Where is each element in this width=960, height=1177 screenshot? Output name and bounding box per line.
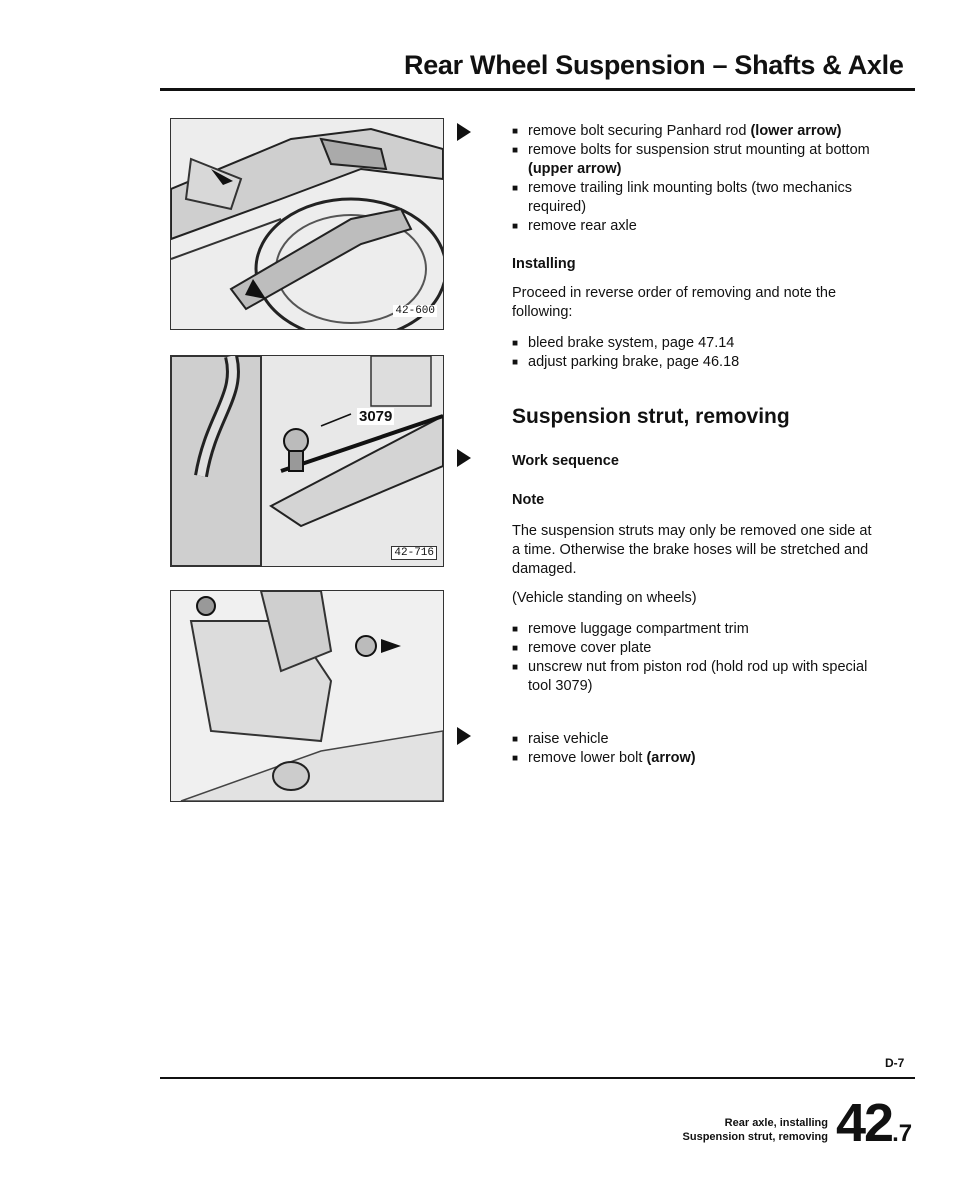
list-item: ■ remove luggage compartment trim <box>512 620 872 639</box>
list-item: ■ remove bolts for suspension strut mounting at bottom (upper arrow) <box>512 141 872 179</box>
list-item: ■ remove cover plate <box>512 639 872 658</box>
list-item: ■ adjust parking brake, page 46.18 <box>512 353 872 372</box>
vehicle-note: (Vehicle standing on wheels) <box>512 590 697 606</box>
footer-caption-line: Rear axle, installing <box>724 1117 828 1129</box>
figure-rear-axle-mounting <box>170 118 444 330</box>
list-item: ■ bleed brake system, page 47.14 <box>512 334 872 353</box>
header-rule <box>160 88 915 91</box>
document-code: D-7 <box>885 1056 905 1070</box>
note-text: The suspension struts may only be removed one side at a time. Otherwise the brake hoses will be stretched and damaged. <box>512 523 872 577</box>
figure-number: 42-600 <box>395 305 435 317</box>
figure-number: 42-716 <box>391 546 437 560</box>
list-item: ■ remove lower bolt (arrow) <box>512 749 872 768</box>
tool-label: 3079 <box>359 408 393 425</box>
work-sequence-heading: Work sequence <box>512 453 619 469</box>
installing-text: Proceed in reverse order of removing and note the following: <box>512 285 837 320</box>
list-item: ■ remove bolt securing Panhard rod (lower arrow) <box>512 122 872 141</box>
list-item: ■ remove rear axle <box>512 217 872 236</box>
figure-strut-lower-bolt <box>170 590 444 802</box>
strut-lower-bolt-illustration <box>171 591 443 801</box>
page-number-major: 42 <box>836 1093 893 1153</box>
list-item: ■ remove trailing link mounting bolts (two mechanics required) <box>512 179 872 217</box>
installing-heading: Installing <box>512 256 576 272</box>
section-heading: Suspension strut, removing <box>512 405 790 428</box>
footer-rule <box>160 1077 915 1079</box>
section-marker-icon <box>457 449 471 467</box>
removal-steps <box>512 122 872 372</box>
page-number <box>836 1092 912 1154</box>
rear-axle-illustration <box>171 119 443 329</box>
footer-caption <box>600 1116 828 1144</box>
list-item: ■ unscrew nut from piston rod (hold rod up with special tool 3079) <box>512 658 872 696</box>
strut-top-illustration <box>171 356 443 566</box>
section-marker-icon <box>457 123 471 141</box>
page-number-minor: .7 <box>892 1120 913 1147</box>
page-title: Rear Wheel Suspension – Shafts & Axle <box>404 50 904 80</box>
note-heading: Note <box>512 492 545 508</box>
list-item: ■ raise vehicle <box>512 730 872 749</box>
strut-removal-steps <box>512 452 872 696</box>
section-marker-icon <box>457 727 471 745</box>
lower-bolt-steps <box>512 730 872 768</box>
footer-caption-line: Suspension strut, removing <box>682 1131 828 1143</box>
figure-strut-top <box>170 355 444 567</box>
